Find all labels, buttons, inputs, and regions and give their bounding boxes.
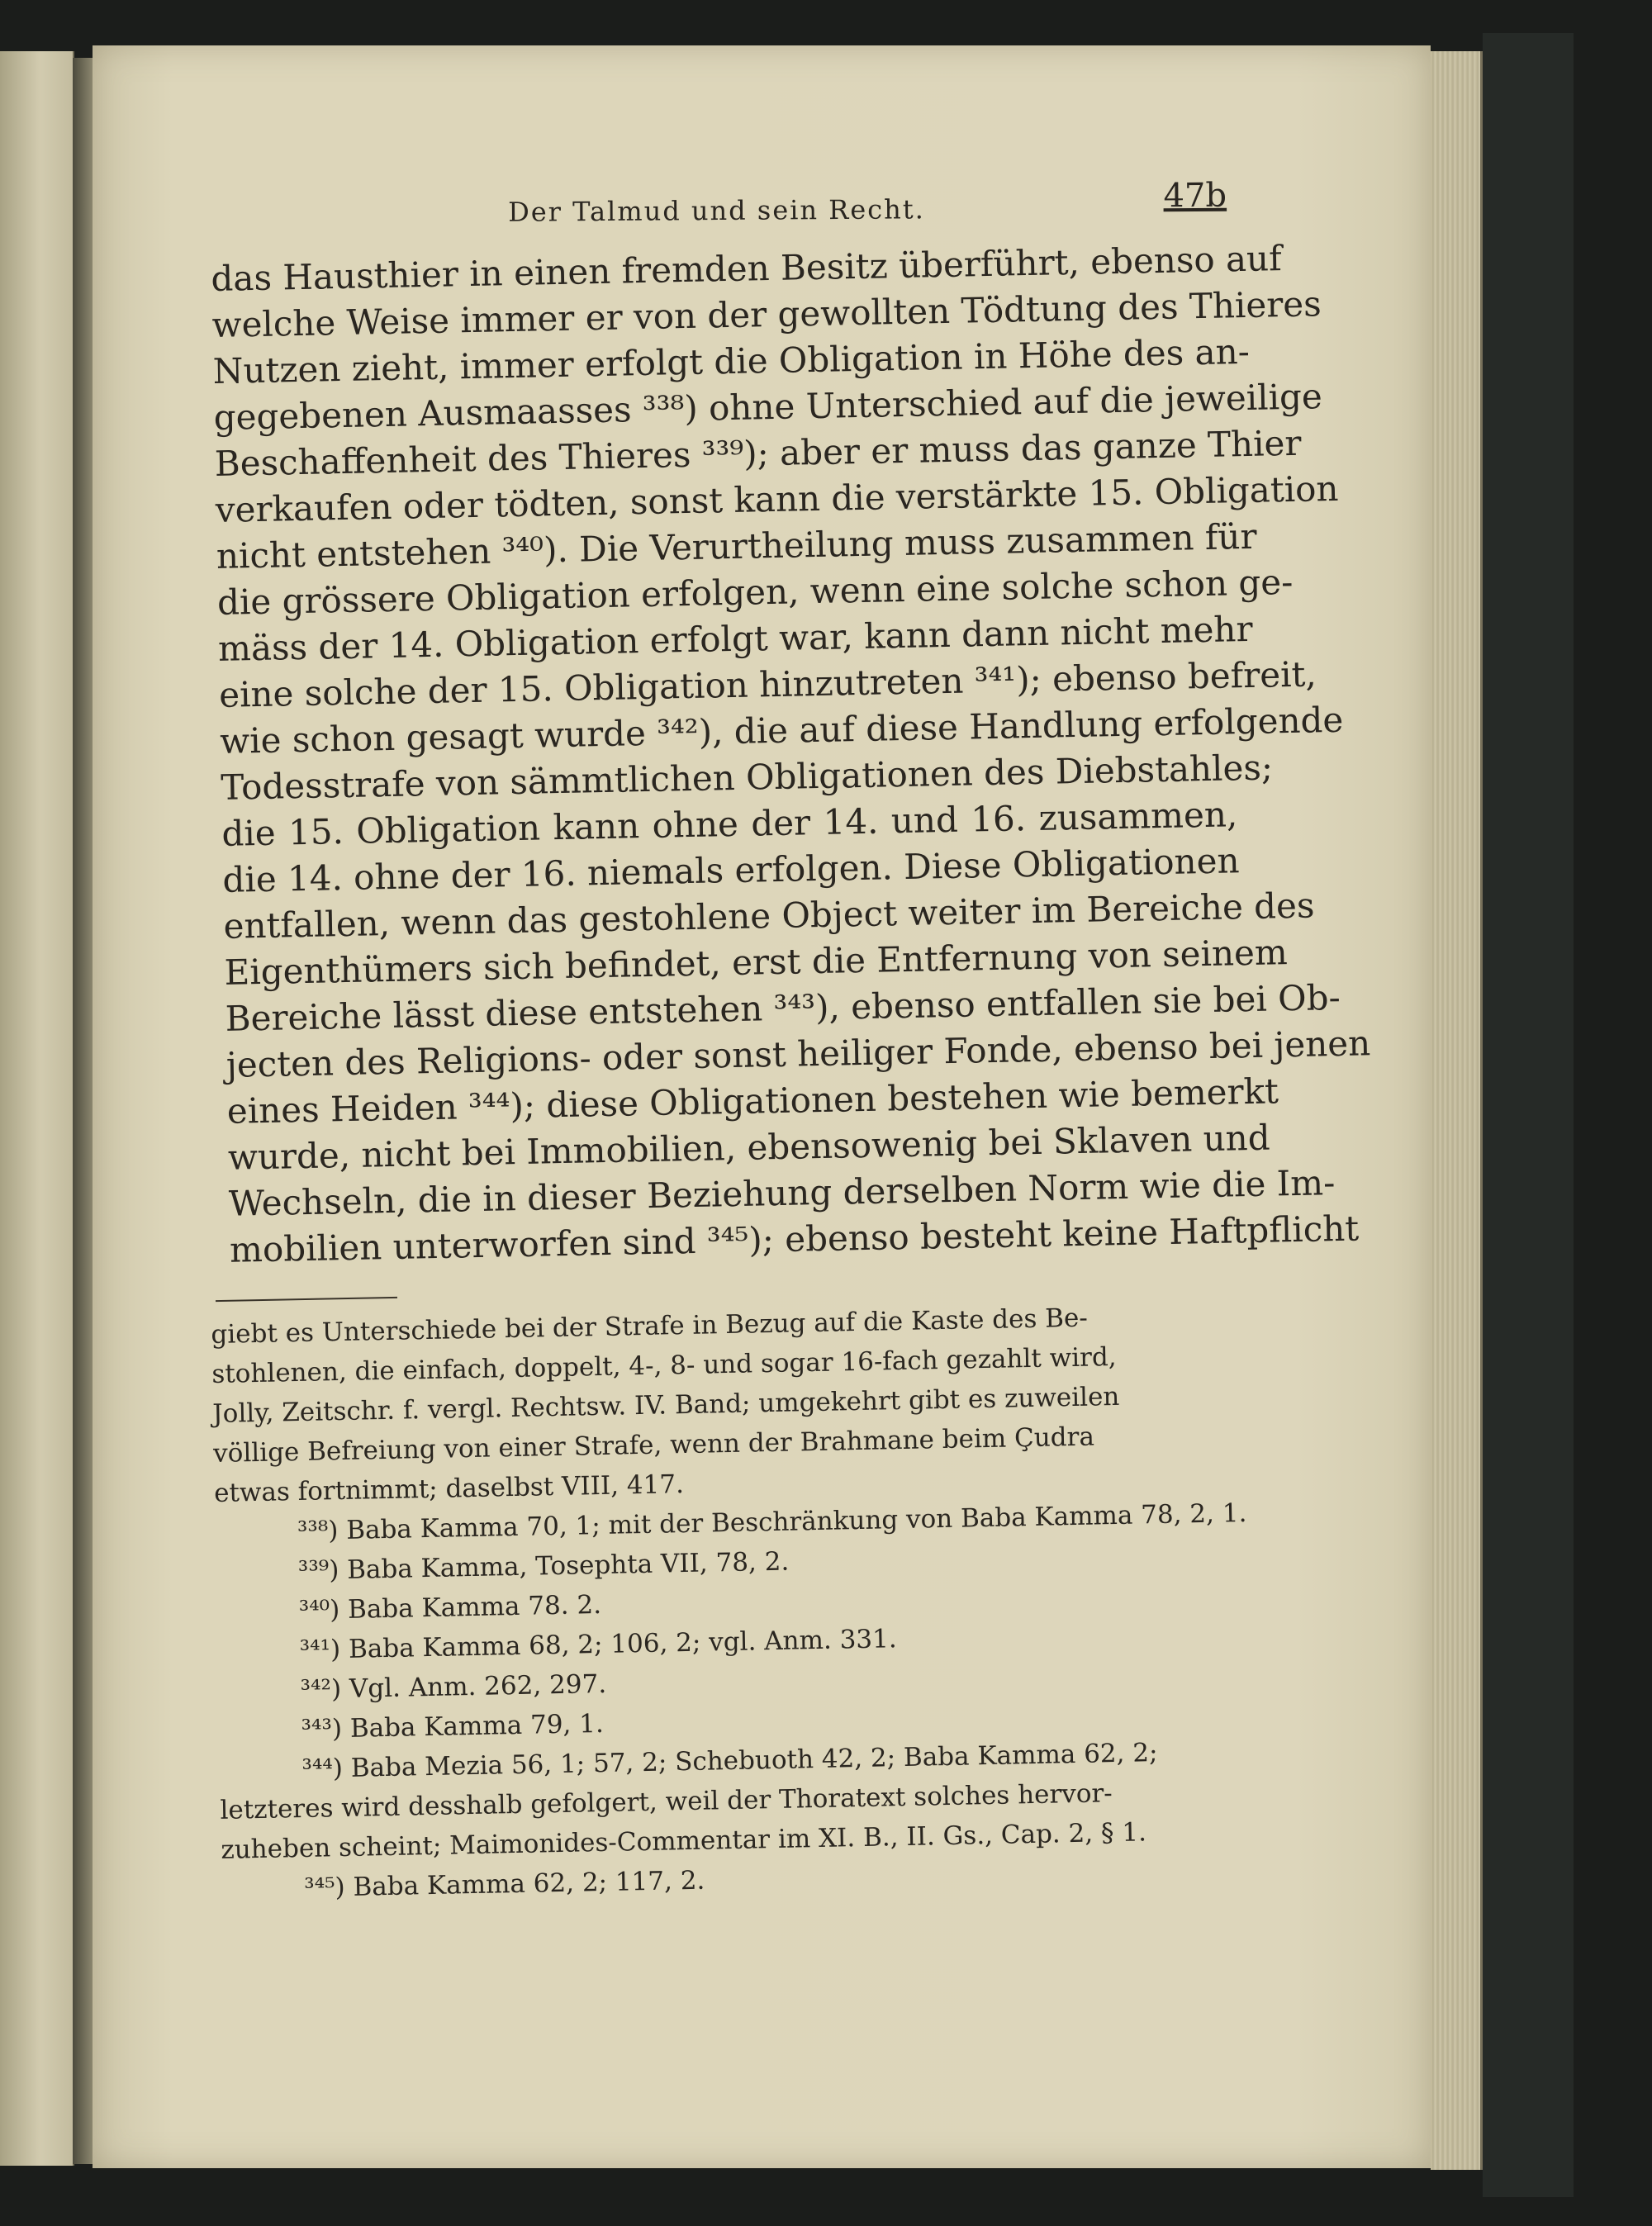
text-line: eine solche der 15. Obligation hinzutreten ³⁴¹); ebenso befreit, xyxy=(218,653,1317,715)
text-line: Todesstrafe von sämmtlichen Obligationen des Diebstahles; xyxy=(220,747,1274,808)
text-line: eines Heiden ³⁴⁴); diese Obligationen bestehen wie bemerkt xyxy=(226,1070,1279,1132)
text-line: das Hausthier in einen fremden Besitz überführt, ebenso auf xyxy=(211,238,1283,299)
footnote-line: ³⁴²) Vgl. Anm. 262, 297. xyxy=(300,1668,607,1705)
text-line: wie schon gesagt wurde ³⁴²), die auf diese Handlung erfolgende xyxy=(219,699,1344,762)
text-line: die grössere Obligation erfolgen, wenn eine solche schon ge- xyxy=(216,561,1294,623)
text-line: nicht entstehen ³⁴⁰). Die Verurtheilung muss zusammen für xyxy=(216,515,1257,577)
book-cover xyxy=(1483,33,1574,2197)
running-title: Der Talmud und sein Recht. xyxy=(507,193,925,228)
text-line: Beschaffenheit des Thieres ³³⁹); aber er muss das ganze Thier xyxy=(214,422,1302,484)
text-line: Bereiche lässt diese entstehen ³⁴³), ebenso entfallen sie bei Ob- xyxy=(225,976,1341,1039)
page-content xyxy=(211,165,1371,1910)
text-line: die 15. Obligation kann ohne der 14. und 16. zusammen, xyxy=(221,794,1238,854)
footnote-line: ³⁴³) Baba Kamma 79, 1. xyxy=(301,1708,605,1744)
left-page-edge xyxy=(0,51,74,2166)
footnote-line: ³⁴⁴) Baba Mezia 56, 1; 57, 2; Schebuoth 42, 2; Baba Kamma 62, 2; xyxy=(301,1738,1158,1784)
footnote-line: ³⁴⁰) Baba Kamma 78. 2. xyxy=(298,1589,602,1626)
footnote-line: stohlenen, die einfach, doppelt, 4-, 8- und sogar 16-fach gezahlt wird, xyxy=(211,1341,1117,1389)
footnote-divider xyxy=(216,1297,397,1302)
footnote-line: ³⁴⁵) Baba Kamma 62, 2; 117, 2. xyxy=(303,1865,705,1903)
text-line: mobilien unterworfen sind ³⁴⁵); ebenso besteht keine Haftpflicht xyxy=(229,1208,1360,1270)
text-line: Nutzen zieht, immer erfolgt die Obligation in Höhe des an- xyxy=(212,330,1251,392)
text-line: die 14. ohne der 16. niemals erfolgen. Diese Obligationen xyxy=(222,840,1240,900)
footnote-line: völlige Befreiung von einer Strafe, wenn der Brahmane beim Çudra xyxy=(212,1422,1095,1469)
text-line: gegebenen Ausmaasses ³³⁸) ohne Unterschied auf die jeweilige xyxy=(213,376,1323,438)
footnote-line: letzteres wird desshalb gefolgert, weil der Thoratext solches hervor- xyxy=(220,1778,1113,1825)
text-line: entfallen, wenn das gestohlene Object weiter im Bereiche des xyxy=(223,885,1315,947)
footnote-line: etwas fortnimmt; daselbst VIII, 417. xyxy=(213,1469,685,1508)
main-text xyxy=(211,236,1371,1273)
page-header xyxy=(211,162,1227,235)
footnote-line: ³³⁸) Baba Kamma 70, 1; mit der Beschränkung von Baba Kamma 78, 2, 1. xyxy=(297,1497,1247,1547)
text-line: Eigenthümers sich befindet, erst die Entfernung von seinem xyxy=(224,932,1289,993)
text-line: verkaufen oder tödten, sonst kann die verstärkte 15. Obligation xyxy=(215,468,1339,530)
text-line: mäss der 14. Obligation erfolgt war, kann dann nicht mehr xyxy=(217,608,1253,669)
text-line: wurde, nicht bei Immobilien, ebensowenig bei Sklaven und xyxy=(227,1117,1271,1178)
text-line: Wechseln, die in dieser Beziehung derselben Norm wie die Im- xyxy=(228,1162,1336,1224)
footnote-line: Jolly, Zeitschr. f. vergl. Rechtsw. IV. Band; umgekehrt gibt es zuweilen xyxy=(211,1381,1120,1429)
book-gutter xyxy=(73,58,93,2164)
page-stack-edge xyxy=(1431,51,1483,2170)
page-number: 47b xyxy=(1163,176,1227,216)
footnote-line: giebt es Unterschiede bei der Strafe in Bezug auf die Kaste des Be- xyxy=(211,1303,1089,1350)
footnote-line: zuheben scheint; Maimonides-Commentar im XI. B., II. Gs., Cap. 2, § 1. xyxy=(221,1817,1147,1865)
footnote-line: ³³⁹) Baba Kamma, Tosephta VII, 78, 2. xyxy=(297,1546,790,1587)
text-line: jecten des Religions- oder sonst heiliger Fonde, ebenso bei jenen xyxy=(225,1023,1371,1085)
footnote-line: ³⁴¹) Baba Kamma 68, 2; 106, 2; vgl. Anm. 331. xyxy=(299,1624,898,1666)
footnotes xyxy=(211,1295,1247,1909)
text-line: welche Weise immer er von der gewollten Tödtung des Thieres xyxy=(211,283,1322,345)
